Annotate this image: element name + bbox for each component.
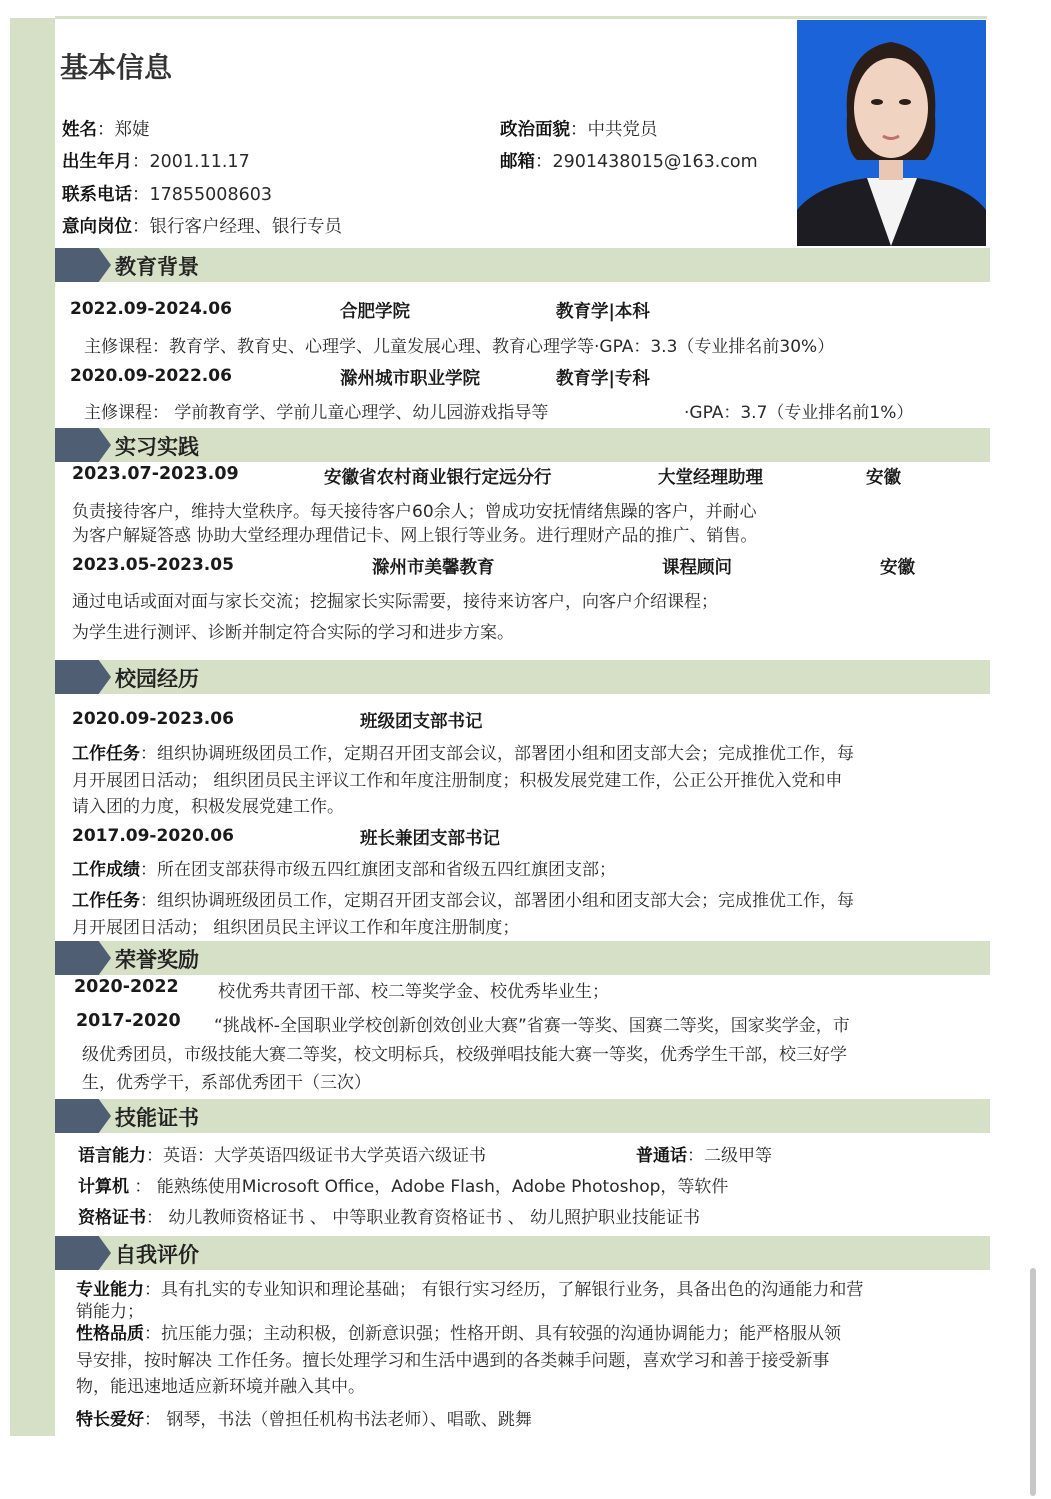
honor-text: 生，优秀学干，系部优秀团干（三次） [82,1073,371,1093]
political-label: 政治面貌 [500,120,570,140]
section-title: 校园经历 [115,667,199,691]
campus-role: 班长兼团支部书记 [360,829,500,849]
section-skills [55,1099,990,1133]
portrait-image [797,20,986,246]
section-tag-icon [55,941,111,975]
edu-courses: 主修课程：教育学、教育史、心理学、儿童发展心理、教育心理学等·GPA：3.3（专业排名前30%） [84,337,835,357]
intern-role: 课程顾问 [662,558,732,578]
section-title: 自我评价 [115,1243,199,1267]
pro-label: 专业能力 [76,1280,144,1300]
hobby-label: 特长爱好 [76,1410,144,1430]
intern-company: 安徽省农村商业银行定远分行 [324,468,552,488]
section-title: 实习实践 [115,435,199,459]
campus-task: 请入团的力度，积极发展党建工作。 [72,797,344,817]
section-internship [55,428,990,462]
edu-courses: 主修课程： 学前教育学、学前儿童心理学、幼儿园游戏指导等 [84,403,549,423]
intern-role: 大堂经理助理 [658,468,763,488]
birth-row [62,148,250,173]
campus-period: 2017.09-2020.06 [72,826,234,846]
section-honors [55,941,990,975]
pro-text: ：具有扎实的专业知识和理论基础； 有银行实习经历，了解银行业务，具备出色的沟通能力和营 [144,1280,864,1300]
intern-desc: 为学生进行测评、诊断并制定符合实际的学习和进步方案。 [72,623,514,643]
task-text: ：组织协调班级团员工作，定期召开团支部会议，部署团小组和团支部大会；完成推优工作，每 [140,744,854,764]
section-tag-icon [55,248,111,282]
self-pro [76,1275,863,1300]
phone-row [62,181,272,206]
edu-school: 合肥学院 [340,302,410,322]
edu-school: 滁州城市职业学院 [340,369,480,389]
profile-photo [797,20,986,246]
cert-value: ： 幼儿教师资格证书 、 中等职业教育资格证书 、 幼儿照护职业技能证书 [146,1208,701,1228]
intent-label: 意向岗位 [62,217,132,237]
skill-mandarin [636,1141,772,1166]
intern-period: 2023.07-2023.09 [72,464,239,484]
section-education [55,248,990,282]
campus-task: 月开展团日活动； 组织团员民主评议工作和年度注册制度；积极发展党建工作，公正公开推优入党和申 [72,771,843,791]
birth-value: ：2001.11.17 [132,152,250,172]
section-tag-icon [55,1236,111,1270]
intern-company: 滁州市美馨教育 [372,558,495,578]
honor-period: 2020-2022 [74,977,179,997]
self-character [76,1319,841,1344]
campus-period: 2020.09-2023.06 [72,709,234,729]
task-label: 工作任务 [72,891,140,911]
task-text: ：组织协调班级团员工作，定期召开团支部会议，部署团小组和团支部大会；完成推优工作，每 [140,891,854,911]
hobby-text: ： 钢琴，书法（曾担任机构书法老师）、唱歌、跳舞 [144,1410,532,1430]
intern-period: 2023.05-2023.05 [72,555,234,575]
section-title: 技能证书 [115,1106,199,1130]
email-row [500,148,758,173]
result-text: ：所在团支部获得市级五四红旗团支部和省级五四红旗团支部； [140,860,616,880]
intern-desc: 负责接待客户，维持大堂秩序。每天接待客户60余人；曾成功安抚情绪焦躁的客户，并耐心 [72,502,757,522]
political-row [500,116,658,141]
name-label: 姓名 [62,120,97,140]
result-label: 工作成绩 [72,860,140,880]
skill-cert [78,1203,700,1228]
honor-period: 2017-2020 [76,1011,181,1031]
skill-computer [78,1172,728,1197]
intent-row [62,213,342,238]
section-campus [55,660,990,694]
section-tag-icon [55,1099,111,1133]
self-hobby [76,1405,532,1430]
computer-value: ： 能熟练使用Microsoft Office，Adobe Flash，Adobe Photoshop，等软件 [129,1177,729,1197]
char-label: 性格品质 [76,1324,144,1344]
email-value: ：2901438015@163.com [535,152,758,172]
email-label: 邮箱 [500,152,535,172]
lang-value: ：英语：大学英语四级证书大学英语六级证书 [146,1146,486,1166]
intern-location: 安徽 [880,558,915,578]
political-value: ：中共党员 [570,120,658,140]
name-row [62,116,150,141]
self-character: 物，能迅速地适应新环境并融入其中。 [76,1377,365,1397]
cert-label: 资格证书 [78,1208,146,1228]
skill-language [78,1141,486,1166]
scrollbar-thumb[interactable] [1030,1268,1036,1496]
edu-gpa: ·GPA：3.7（专业排名前1%） [684,403,914,423]
edu-major: 教育学|本科 [556,302,650,322]
name-value: ：郑婕 [97,120,150,140]
intern-desc: 为客户解疑答惑 协助大堂经理办理借记卡、网上银行等业务。进行理财产品的推广、销售。 [72,526,758,546]
section-title: 教育背景 [115,255,199,279]
campus-task [72,739,854,764]
birth-label: 出生年月 [62,152,132,172]
campus-role: 班级团支部书记 [360,712,483,732]
intern-desc: 通过电话或面对面与家长交流；挖掘家长实际需要，接待来访客户，向客户介绍课程； [72,592,718,612]
honor-text: 级优秀团员，市级技能大赛二等奖，校文明标兵，校级弹唱技能大赛一等奖，优秀学生干部，校三好学 [82,1045,847,1065]
left-decor-strip [10,18,55,1436]
phone-value: ：17855008603 [132,185,272,205]
section-tag-icon [55,660,111,694]
campus-task [72,886,854,911]
top-divider [55,16,987,19]
intern-location: 安徽 [866,468,901,488]
page-title: 基本信息 [60,51,173,84]
campus-task: 月开展团日活动； 组织团员民主评议工作和年度注册制度； [72,918,520,938]
lang-label: 语言能力 [78,1146,146,1166]
section-tag-icon [55,428,111,462]
self-pro: 销能力； [76,1302,144,1322]
honor-text: “挑战杯-全国职业学校创新创效创业大赛”省赛一等奖、国赛二等奖，国家奖学金，市 [214,1016,850,1036]
char-text: ：抗压能力强；主动积极，创新意识强；性格开朗、具有较强的沟通协调能力；能严格服从领 [144,1324,841,1344]
mandarin-value: ：二级甲等 [687,1146,772,1166]
phone-label: 联系电话 [62,185,132,205]
edu-major: 教育学|专科 [556,369,650,389]
computer-label: 计算机 [78,1177,129,1197]
honor-text: 校优秀共青团干部、校二等奖学金、校优秀毕业生； [218,982,609,1002]
intent-value: ：银行客户经理、银行专员 [132,217,342,237]
edu-period: 2022.09-2024.06 [70,299,232,319]
section-self [55,1236,990,1270]
task-label: 工作任务 [72,744,140,764]
campus-result [72,855,616,880]
mandarin-label: 普通话 [636,1146,687,1166]
edu-period: 2020.09-2022.06 [70,366,232,386]
self-character: 导安排，按时解决 工作任务。擅长处理学习和生活中遇到的各类棘手问题，喜欢学习和善于接受新事 [76,1351,830,1371]
section-title: 荣誉奖励 [115,948,199,972]
